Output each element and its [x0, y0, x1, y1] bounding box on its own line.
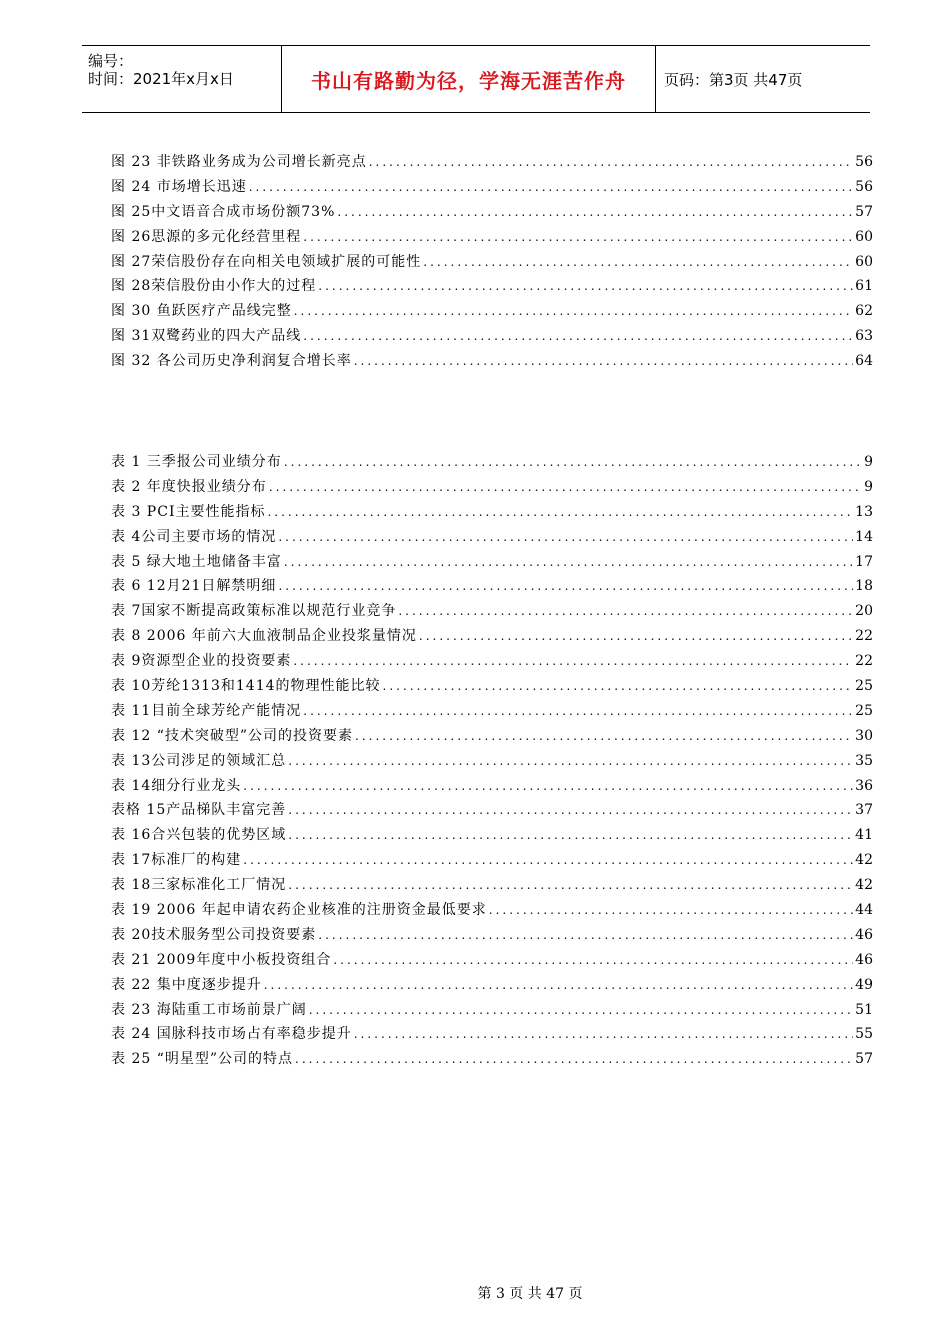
page-header	[82, 45, 870, 113]
table-entry-label: 表 12 “技术突破型”公司的投资要素	[111, 727, 354, 744]
table-entry[interactable]	[111, 699, 873, 724]
table-entry-label: 表 17标准厂的构建	[111, 852, 242, 869]
table-entry[interactable]	[111, 450, 873, 475]
table-entry-label: 表 14细分行业龙头	[111, 777, 242, 794]
figure-entry[interactable]	[111, 225, 873, 250]
figure-entry-label: 图 27荣信股份存在向相关电领域扩展的可能性	[111, 253, 422, 270]
dot-leader	[288, 798, 853, 823]
figure-list	[111, 150, 873, 374]
table-entry-page-number: 17	[855, 553, 873, 570]
dot-leader	[303, 699, 853, 724]
dot-leader	[249, 175, 853, 200]
table-entry-page-number: 30	[855, 727, 873, 744]
figure-entry-label: 图 26思源的多元化经营里程	[111, 228, 302, 245]
dot-leader	[309, 998, 853, 1023]
header-page-info: 页码：第3页 共47页	[664, 70, 803, 89]
table-entry-label: 表 7国家不断提高政策标准以规范行业竞争	[111, 603, 397, 620]
header-meta	[82, 46, 282, 112]
table-entry-label: 表 8 2006 年前六大血液制品企业投浆量情况	[111, 628, 417, 645]
dot-leader	[489, 898, 853, 923]
figure-entry-label: 图 28荣信股份由小作大的过程	[111, 278, 317, 295]
table-entry[interactable]	[111, 823, 873, 848]
table-entry-page-number: 13	[855, 503, 873, 520]
table-entry-label: 表 22 集中度逐步提升	[111, 976, 262, 993]
dot-leader	[419, 624, 853, 649]
table-entry-page-number: 57	[855, 1051, 873, 1068]
dot-leader	[288, 823, 853, 848]
table-entry[interactable]	[111, 798, 873, 823]
table-entry-label: 表 1 三季报公司业绩分布	[111, 454, 282, 470]
table-entry-page-number: 25	[855, 702, 873, 719]
table-entry-page-number: 9	[864, 478, 873, 495]
table-entry-label: 表 21 2009年度中小板投资组合	[111, 951, 332, 968]
table-entry[interactable]	[111, 574, 873, 599]
dot-leader	[318, 274, 853, 299]
dot-leader	[369, 150, 853, 175]
table-entry-page-number: 49	[855, 976, 873, 993]
dot-leader	[293, 649, 853, 674]
page-footer: 第 3 页 共 47 页	[477, 1286, 583, 1302]
table-entry-page-number: 22	[855, 653, 873, 670]
figure-entry-page-number: 57	[855, 203, 873, 220]
dot-leader	[354, 349, 853, 374]
table-entry-label: 表格 15产品梯队丰富完善	[111, 802, 287, 819]
figure-entry-page-number: 62	[855, 303, 873, 320]
figure-entry-label: 图 31双鹭药业的四大产品线	[111, 328, 302, 345]
table-entry-label: 表 5 绿大地土地储备丰富	[111, 553, 282, 570]
table-entry[interactable]	[111, 998, 873, 1023]
figure-entry-label: 图 25中文语音合成市场份额73%	[111, 203, 336, 220]
dot-leader	[269, 475, 862, 500]
table-entry-page-number: 18	[855, 578, 873, 595]
dot-leader	[303, 324, 853, 349]
table-entry[interactable]	[111, 1022, 873, 1047]
time-label: 时间：2021年x月x日	[88, 70, 234, 88]
dot-leader	[318, 923, 853, 948]
table-entry-label: 表 11目前全球芳纶产能情况	[111, 702, 302, 719]
figure-entry[interactable]	[111, 150, 873, 175]
table-entry-page-number: 55	[855, 1026, 873, 1043]
table-entry[interactable]	[111, 599, 873, 624]
table-entry-label: 表 23 海陆重工市场前景广阔	[111, 1001, 307, 1018]
table-entry-label: 表 24 国脉科技市场占有率稳步提升	[111, 1026, 352, 1043]
table-entry-page-number: 20	[855, 603, 873, 620]
table-entry[interactable]	[111, 624, 873, 649]
dot-leader	[243, 774, 853, 799]
figure-entry[interactable]	[111, 175, 873, 200]
table-entry[interactable]	[111, 724, 873, 749]
dot-leader	[355, 724, 853, 749]
table-entry-page-number: 51	[855, 1001, 873, 1018]
table-entry[interactable]	[111, 500, 873, 525]
table-entry-page-number: 37	[855, 802, 873, 819]
dot-leader	[294, 299, 853, 324]
table-entry-label: 表 2 年度快报业绩分布	[111, 478, 267, 495]
figure-entry[interactable]	[111, 200, 873, 225]
figure-entry[interactable]	[111, 299, 873, 324]
table-entry[interactable]	[111, 550, 873, 575]
table-entry[interactable]	[111, 873, 873, 898]
table-entry[interactable]	[111, 923, 873, 948]
dot-leader	[284, 550, 853, 575]
table-entry[interactable]	[111, 749, 873, 774]
figure-entry[interactable]	[111, 349, 873, 374]
table-entry-page-number: 22	[855, 628, 873, 645]
dot-leader	[264, 973, 853, 998]
table-list	[111, 450, 873, 1072]
dot-leader	[354, 1022, 853, 1047]
table-entry-label: 表 19 2006 年起申请农药企业核准的注册资金最低要求	[111, 902, 487, 919]
dot-leader	[383, 674, 854, 699]
table-entry[interactable]	[111, 774, 873, 799]
table-entry-page-number: 36	[855, 777, 873, 794]
dot-leader	[243, 848, 853, 873]
table-entry-page-number: 9	[864, 454, 873, 470]
figure-entry-label: 图 32 各公司历史净利润复合增长率	[111, 353, 352, 370]
dot-leader	[423, 250, 853, 275]
dot-leader	[278, 525, 853, 550]
dot-leader	[333, 948, 853, 973]
number-label: 编号：	[88, 52, 134, 70]
table-entry-label: 表 20技术服务型公司投资要素	[111, 926, 317, 943]
table-entry-label: 表 10芳纶1313和1414的物理性能比较	[111, 678, 381, 695]
table-entry-page-number: 42	[855, 877, 873, 894]
dot-leader	[278, 574, 853, 599]
figure-entry-label: 图 24 市场增长迅速	[111, 178, 247, 195]
figure-entry[interactable]	[111, 274, 873, 299]
figure-entry-page-number: 60	[855, 228, 873, 245]
table-entry-label: 表 4公司主要市场的情况	[111, 528, 277, 545]
header-motto: 书山有路勤为径，学海无涯苦作舟	[282, 46, 656, 112]
dot-leader	[288, 749, 853, 774]
figure-entry-page-number: 61	[855, 278, 873, 295]
table-entry-page-number: 25	[855, 678, 873, 695]
dot-leader	[284, 450, 862, 475]
table-entry-label: 表 25 “明星型”公司的特点	[111, 1051, 294, 1068]
table-entry[interactable]	[111, 1047, 873, 1072]
table-entry-page-number: 44	[855, 902, 873, 919]
table-entry-label: 表 9资源型企业的投资要素	[111, 653, 292, 670]
table-entry-page-number: 14	[855, 528, 873, 545]
table-entry-page-number: 41	[855, 827, 873, 844]
dot-leader	[267, 500, 853, 525]
table-entry-label: 表 3 PCI主要性能指标	[111, 503, 266, 520]
table-entry[interactable]	[111, 848, 873, 873]
dot-leader	[337, 200, 853, 225]
figure-entry-page-number: 56	[855, 178, 873, 195]
table-entry-label: 表 13公司涉足的领域汇总	[111, 752, 287, 769]
table-entry-page-number: 42	[855, 852, 873, 869]
figure-entry[interactable]	[111, 250, 873, 275]
table-entry-page-number: 35	[855, 752, 873, 769]
figure-entry-page-number: 56	[855, 154, 873, 170]
table-entry[interactable]	[111, 649, 873, 674]
dot-leader	[288, 873, 853, 898]
dot-leader	[398, 599, 853, 624]
table-entry-page-number: 46	[855, 951, 873, 968]
table-entry[interactable]	[111, 898, 873, 923]
table-entry-label: 表 16合兴包装的优势区域	[111, 827, 287, 844]
figure-entry-label: 图 30 鱼跃医疗产品线完整	[111, 303, 292, 320]
figure-entry[interactable]	[111, 324, 873, 349]
figure-entry-page-number: 64	[855, 353, 873, 370]
figure-entry-page-number: 60	[855, 253, 873, 270]
table-entry-label: 表 6 12月21日解禁明细	[111, 578, 277, 595]
table-entry[interactable]	[111, 525, 873, 550]
table-entry-page-number: 46	[855, 926, 873, 943]
figure-entry-label: 图 23 非铁路业务成为公司增长新亮点	[111, 154, 367, 170]
table-entry[interactable]	[111, 674, 873, 699]
table-entry-label: 表 18三家标准化工厂情况	[111, 877, 287, 894]
dot-leader	[303, 225, 853, 250]
table-entry[interactable]	[111, 948, 873, 973]
figure-entry-page-number: 63	[855, 328, 873, 345]
dot-leader	[295, 1047, 853, 1072]
table-entry[interactable]	[111, 475, 873, 500]
table-entry[interactable]	[111, 973, 873, 998]
